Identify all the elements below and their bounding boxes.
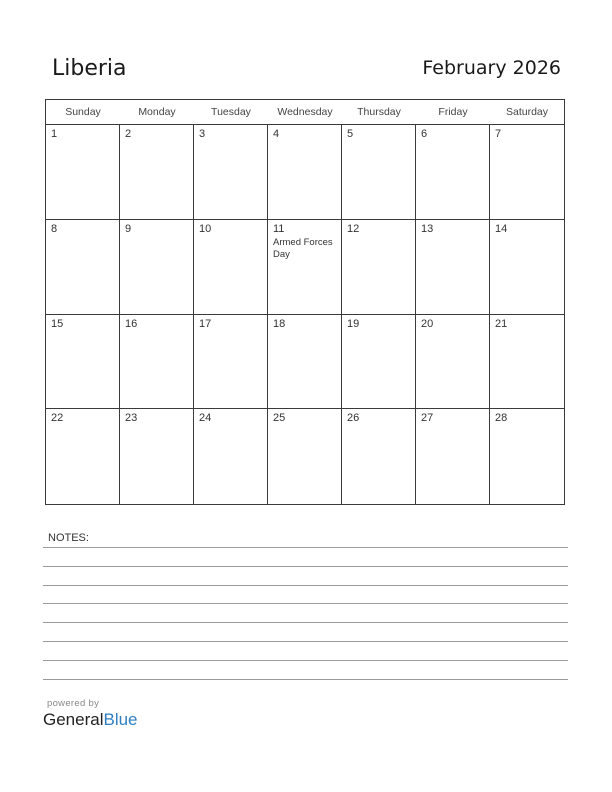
day-number: 4 [273,128,280,140]
day-number: 24 [199,412,212,425]
day-cell [46,125,120,220]
day-cell [120,125,194,220]
day-number: 26 [347,412,360,425]
powered-by-text: powered by [47,698,100,709]
weekday-saturday: Saturday [505,106,549,118]
day-number: 12 [347,222,360,235]
day-number: 25 [273,412,286,425]
day-cell [194,220,268,315]
day-cell [268,409,342,504]
notes-line [43,622,568,623]
day-cell [342,220,416,315]
day-cell [194,409,268,504]
generalblue-logo [43,710,138,730]
day-cell [194,315,268,410]
day-number: 18 [273,317,286,330]
notes-label: NOTES: [48,532,89,544]
day-number: 28 [495,412,508,425]
day-cell [46,409,120,504]
notes-line [43,679,568,680]
calendar-body [46,125,564,504]
day-number: 17 [199,317,212,330]
day-cell [416,125,490,220]
day-cell [416,409,490,504]
weekday-sunday: Sunday [65,106,101,118]
day-number: 6 [421,128,428,140]
month-year-title: February 2026 [422,57,561,79]
day-cell [120,315,194,410]
weekday-header-row [46,100,564,125]
day-cell [416,315,490,410]
day-cell [342,315,416,410]
day-number: 19 [347,317,360,330]
day-number: 10 [199,222,212,235]
day-number: 13 [421,222,434,235]
day-cell [342,409,416,504]
day-number: 3 [199,128,206,140]
day-number: 14 [495,222,508,235]
day-cell [490,315,564,410]
notes-line [43,660,568,661]
day-number: 8 [51,222,58,235]
day-cell [416,220,490,315]
day-cell [490,125,564,220]
day-cell [46,315,120,410]
notes-line [43,603,568,604]
weekday-wednesday: Wednesday [277,106,333,118]
notes-line [43,566,568,567]
day-cell [490,220,564,315]
day-number: 23 [125,412,138,425]
day-number: 22 [51,412,64,425]
day-number: 2 [125,128,132,140]
day-cell [120,220,194,315]
calendar-grid [45,99,565,505]
day-cell [194,125,268,220]
day-cell [268,125,342,220]
day-number: 21 [495,317,508,330]
day-cell [46,220,120,315]
day-number: 20 [421,317,434,330]
day-number: 5 [347,128,354,140]
day-number: 9 [125,222,132,235]
day-cell [490,409,564,504]
brand-general: General [43,710,104,729]
brand-blue: Blue [103,710,138,729]
day-number: 27 [421,412,434,425]
weekday-thursday: Thursday [357,106,401,118]
holiday-label: Armed Forces Day [273,236,333,260]
weekday-tuesday: Tuesday [211,106,251,118]
day-cell [268,315,342,410]
weekday-friday: Friday [438,106,468,118]
country-title: Liberia [52,56,127,81]
day-number: 7 [495,128,502,140]
day-number: 16 [125,317,138,330]
day-number: 11 [273,222,285,235]
notes-line [43,547,568,548]
day-number: 1 [51,128,58,140]
day-cell [268,220,342,315]
notes-line [43,641,568,642]
day-cell [342,125,416,220]
day-number: 15 [51,317,64,330]
day-cell [120,409,194,504]
notes-line [43,585,568,586]
weekday-monday: Monday [138,106,176,118]
